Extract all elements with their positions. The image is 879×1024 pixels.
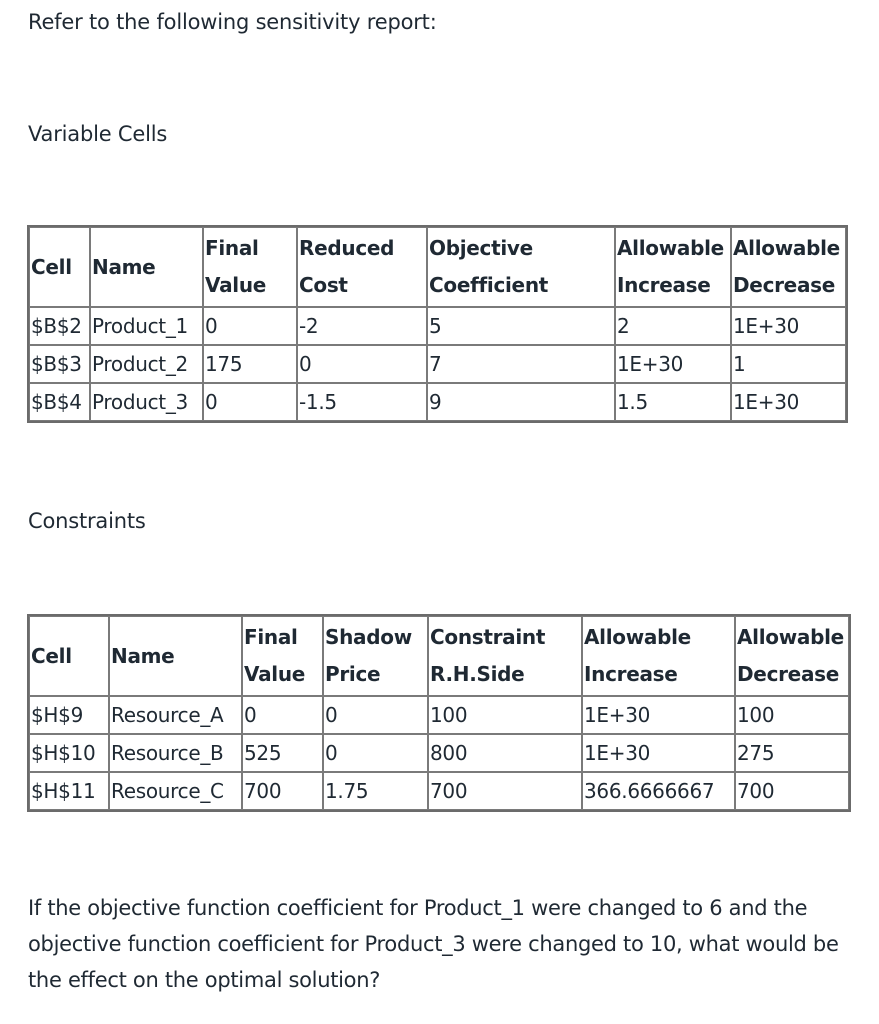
cell-objective-coefficient: 7 [427, 345, 615, 383]
cell-ref: $H$9 [29, 696, 109, 734]
cell-name: Product_3 [90, 383, 203, 421]
table-header-row [29, 227, 846, 307]
table-row [29, 696, 849, 734]
cell-allowable-decrease: 700 [735, 772, 849, 810]
header-constraint-rhs: Constraint R.H.Side [428, 616, 582, 696]
cell-reduced-cost: -2 [297, 307, 427, 345]
cell-final-value: 0 [203, 383, 297, 421]
cell-ref: $B$4 [29, 383, 90, 421]
cell-ref: $B$2 [29, 307, 90, 345]
header-allowable-increase: Allowable Increase [582, 616, 735, 696]
cell-shadow-price: 0 [323, 696, 428, 734]
cell-allowable-decrease: 100 [735, 696, 849, 734]
cell-name: Product_2 [90, 345, 203, 383]
cell-name: Resource_A [109, 696, 242, 734]
cell-constraint-rhs: 800 [428, 734, 582, 772]
header-final-value: Final Value [242, 616, 323, 696]
cell-allowable-increase: 1E+30 [582, 696, 735, 734]
table-header-row [29, 616, 849, 696]
header-allowable-decrease: Allowable Decrease [735, 616, 849, 696]
header-cell: Cell [29, 616, 109, 696]
intro-text: Refer to the following sensitivity report: [28, 10, 437, 34]
constraints-heading: Constraints [28, 509, 146, 533]
table-row [29, 307, 846, 345]
cell-allowable-increase: 1.5 [615, 383, 731, 421]
table-row [29, 734, 849, 772]
table-row [29, 383, 846, 421]
cell-allowable-increase: 1E+30 [582, 734, 735, 772]
header-allowable-increase: Allowable Increase [615, 227, 731, 307]
table-row [29, 772, 849, 810]
question-text: If the objective function coefficient for Product_1 were changed to 6 and the objective function coefficient for Product_3 were changed to 10, what would be the effect on the optimal solution? [28, 896, 839, 992]
cell-name: Product_1 [90, 307, 203, 345]
header-shadow-price: Shadow Price [323, 616, 428, 696]
cell-final-value: 0 [203, 307, 297, 345]
cell-allowable-increase: 366.6666667 [582, 772, 735, 810]
cell-allowable-decrease: 275 [735, 734, 849, 772]
cell-shadow-price: 0 [323, 734, 428, 772]
header-cell: Cell [29, 227, 90, 307]
header-objective-coefficient: Objective Coefficient [427, 227, 615, 307]
cell-ref: $H$10 [29, 734, 109, 772]
table-row [29, 345, 846, 383]
cell-allowable-decrease: 1E+30 [731, 307, 846, 345]
cell-allowable-increase: 2 [615, 307, 731, 345]
header-name: Name [90, 227, 203, 307]
cell-constraint-rhs: 100 [428, 696, 582, 734]
variable-cells-table [27, 225, 848, 423]
cell-final-value: 525 [242, 734, 323, 772]
cell-objective-coefficient: 9 [427, 383, 615, 421]
cell-objective-coefficient: 5 [427, 307, 615, 345]
cell-reduced-cost: -1.5 [297, 383, 427, 421]
cell-allowable-decrease: 1 [731, 345, 846, 383]
cell-constraint-rhs: 700 [428, 772, 582, 810]
cell-reduced-cost: 0 [297, 345, 427, 383]
constraints-table [27, 614, 851, 812]
cell-final-value: 700 [242, 772, 323, 810]
cell-shadow-price: 1.75 [323, 772, 428, 810]
cell-name: Resource_C [109, 772, 242, 810]
cell-allowable-decrease: 1E+30 [731, 383, 846, 421]
cell-final-value: 175 [203, 345, 297, 383]
header-allowable-decrease: Allowable Decrease [731, 227, 846, 307]
cell-ref: $H$11 [29, 772, 109, 810]
header-reduced-cost: Reduced Cost [297, 227, 427, 307]
cell-allowable-increase: 1E+30 [615, 345, 731, 383]
header-final-value: Final Value [203, 227, 297, 307]
cell-final-value: 0 [242, 696, 323, 734]
cell-ref: $B$3 [29, 345, 90, 383]
cell-name: Resource_B [109, 734, 242, 772]
variable-cells-heading: Variable Cells [28, 122, 168, 146]
header-name: Name [109, 616, 242, 696]
